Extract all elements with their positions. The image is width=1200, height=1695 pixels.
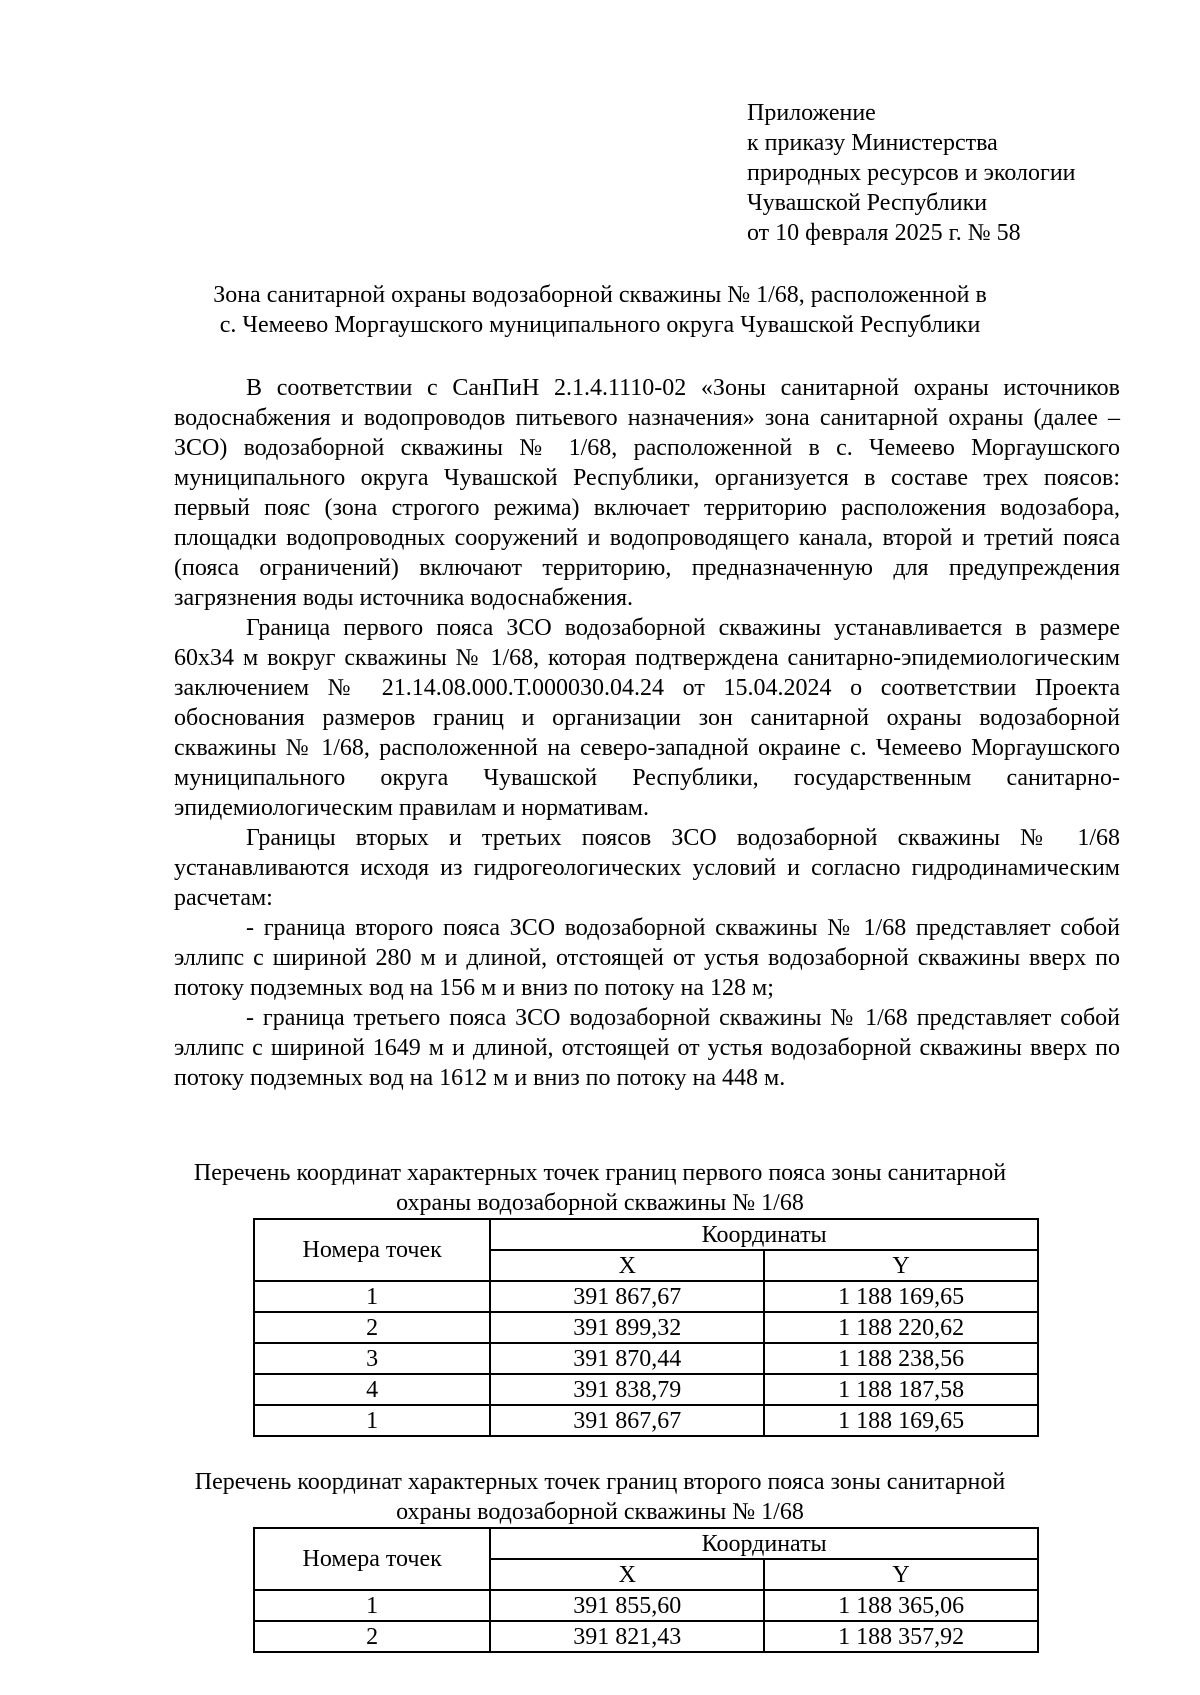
coord-y: 1 188 169,65 [764,1405,1038,1436]
header-points: Номера точек [254,1219,490,1281]
header-y: Y [764,1250,1038,1281]
table-row [254,1405,1038,1436]
appendix-header-line: Чувашской Республики [747,190,988,216]
coord-y: 1 188 220,62 [764,1312,1038,1343]
table2-caption-line: охраны водозаборной скважины № 1/68 [396,1499,804,1525]
appendix-header [747,98,1167,248]
paragraph: В соответствии с СанПиН 2.1.4.1110-02 «Зоны санитарной охраны источников водоснабжения и водопроводов питьевого назначения» зона санитарной охраны (далее – ЗСО) водозаборной скважины № 1/68, расположенной в с. Чемеево Моргаушского муниципального округа Чувашской Республики, организуется в составе трех поясов: первый пояс (зона строгого режима) включает территорию расположения водозабора, площадки водопроводных сооружений и водопроводящего канала, второй и третий пояса (пояса ограничений) включают территорию, предназначенную для предупреждения загрязнения воды источника водоснабжения. [174,375,1120,611]
coord-x: 391 867,67 [490,1281,764,1312]
header-points: Номера точек [254,1528,490,1590]
document-title-line: Зона санитарной охраны водозаборной скважины № 1/68, расположенной в [213,282,987,308]
header-x: X [490,1559,764,1590]
document-title-line: с. Чемеево Моргаушского муниципального округа Чувашской Республики [219,312,981,338]
point-number: 2 [254,1312,490,1343]
coord-y: 1 188 357,92 [764,1621,1038,1652]
coord-y: 1 188 187,58 [764,1374,1038,1405]
header-coordinates: Координаты [490,1528,1038,1559]
point-number: 1 [254,1590,490,1621]
paragraph: Границы вторых и третьих поясов ЗСО водозаборной скважины № 1/68 устанавливаются исходя из гидрогеологических условий и согласно гидродинамическим расчетам: [174,825,1120,911]
table1-coordinates [253,1218,1039,1437]
header-y: Y [764,1559,1038,1590]
coord-x: 391 821,43 [490,1621,764,1652]
header-coordinates: Координаты [490,1219,1038,1250]
coord-y: 1 188 365,06 [764,1590,1038,1621]
coord-x: 391 867,67 [490,1405,764,1436]
table2-caption [150,1467,1050,1527]
table-row [254,1343,1038,1374]
coord-y: 1 188 238,56 [764,1343,1038,1374]
coord-x: 391 838,79 [490,1374,764,1405]
table1-caption [150,1158,1050,1218]
point-number: 1 [254,1405,490,1436]
point-number: 1 [254,1281,490,1312]
point-number: 2 [254,1621,490,1652]
paragraph: Граница первого пояса ЗСО водозаборной скважины устанавливается в размере 60х34 м вокруг скважины № 1/68, которая подтверждена санитарно-эпидемиологическим заключением № 21.14.08.000.Т.000030.04.24 от 15.04.2024 о соответствии Проекта обоснования размеров границ и организации зон санитарной охраны водозаборной скважины № 1/68, расположенной на северо-западной окраине с. Чемеево Моргаушского муниципального округа Чувашской Республики, государственным санитарно-эпидемиологическим правилам и нормативам. [174,615,1120,821]
table-row [254,1590,1038,1621]
point-number: 3 [254,1343,490,1374]
document-title [150,280,1050,340]
coord-x: 391 855,60 [490,1590,764,1621]
paragraph: - граница третьего пояса ЗСО водозаборной скважины № 1/68 представляет собой эллипс с шириной 1649 м и длиной, отстоящей от устья водозаборной скважины вверх по потоку подземных вод на 1612 м и вниз по потоку на 448 м. [174,1005,1120,1091]
table2-coordinates [253,1527,1039,1653]
table-row [254,1374,1038,1405]
appendix-header-line: от 10 февраля 2025 г. № 58 [747,220,1021,246]
table1-caption-line: Перечень координат характерных точек границ первого пояса зоны санитарной [193,1160,1007,1186]
header-x: X [490,1250,764,1281]
table-row [254,1312,1038,1343]
coord-x: 391 899,32 [490,1312,764,1343]
point-number: 4 [254,1374,490,1405]
appendix-header-line: Приложение [747,100,876,126]
table-row [254,1621,1038,1652]
coord-y: 1 188 169,65 [764,1281,1038,1312]
appendix-header-line: природных ресурсов и экологии [747,160,1076,186]
body-text [174,373,1120,1093]
table1-caption-line: охраны водозаборной скважины № 1/68 [396,1190,804,1216]
paragraph: - граница второго пояса ЗСО водозаборной скважины № 1/68 представляет собой эллипс с шириной 280 м и длиной, отстоящей от устья водозаборной скважины вверх по потоку подземных вод на 156 м и вниз по потоку на 128 м; [174,915,1120,1001]
table-row [254,1281,1038,1312]
coord-x: 391 870,44 [490,1343,764,1374]
appendix-header-line: к приказу Министерства [747,130,998,156]
table2-caption-line: Перечень координат характерных точек границ второго пояса зоны санитарной [194,1469,1006,1495]
